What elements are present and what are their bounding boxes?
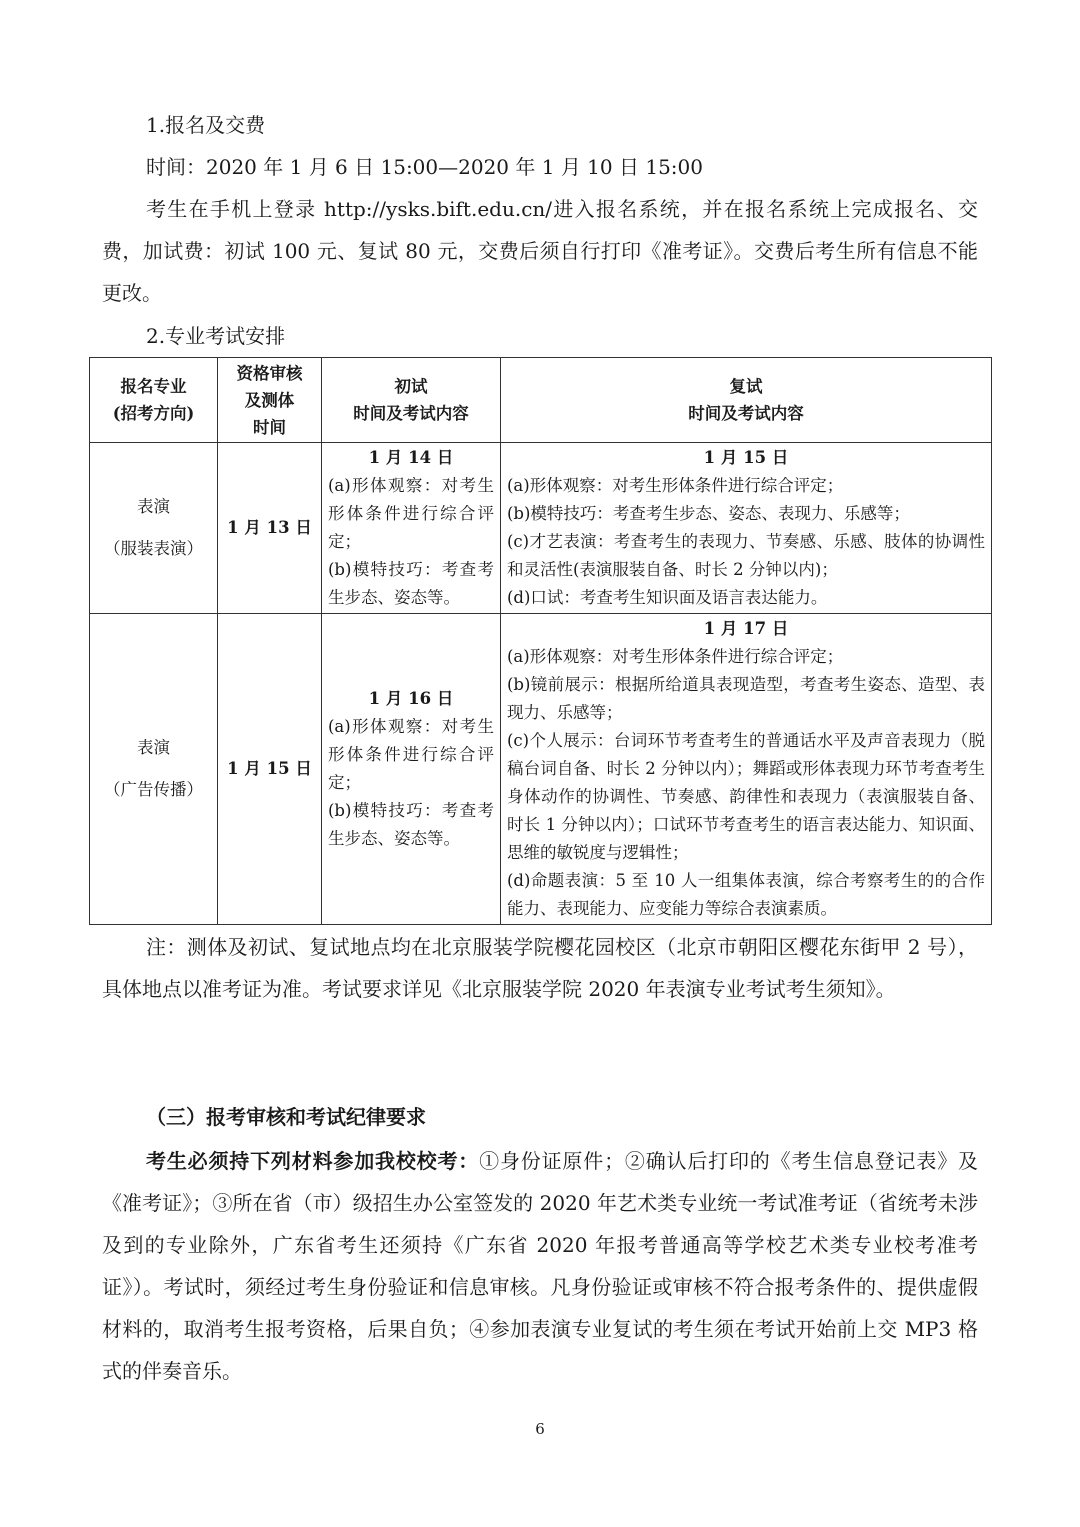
registration-body: 考生在手机上登录 http://ysks.bift.edu.cn/进入报名系统，并在报名系统上完成报名、交费，加试费：初试 100 元、复试 80 元，交费后须自行打印《准考证》。交费后考生所有信息不能更改。 xyxy=(102,197,978,305)
header-final-line2: 时间及考试内容 xyxy=(688,404,804,423)
row1-final-item-a: (a)形体观察：对考生形体条件进行综合评定； xyxy=(507,476,844,495)
header-major-line1: 报名专业 xyxy=(120,377,187,396)
exam-schedule-table xyxy=(89,357,992,925)
row2-final-item-d: (d)命题表演：5 至 10 人一组集体表演，综合考察考生的的合作能力、表现能力、应变能力等综合表演素质。 xyxy=(507,871,985,918)
header-review-time xyxy=(218,358,322,443)
row2-review-date: 1 月 15 日 xyxy=(218,614,322,925)
row1-major xyxy=(90,443,218,614)
required-materials-body: ①身份证原件；②确认后打印的《考生信息登记表》及《准考证》；③所在省（市）级招生办公室签发的 2020 年艺术类专业统一考试准考证（省统考未涉及到的专业除外，广东省考生还须持《广东省 2020 年报考普通高等学校艺术类专业校考准考证》）。考试时，须经过考生身份验证和信息审核。凡身份验证或审核不符合报考条件的、提供虚假材料的，取消考生报考资格，后果自负；④参加表演专业复试的考生须在考试开始前上交 MP3 格式的伴奏音乐。 xyxy=(102,1149,979,1383)
row1-prelim-item-a: (a)形体观察：对考生形体条件进行综合评定； xyxy=(328,476,494,551)
row2-final-item-b: (b)镜前展示：根据所给道具表现造型，考查考生姿态、造型、表现力、乐感等； xyxy=(507,675,985,722)
row1-major-line1: 表演 xyxy=(137,497,170,516)
table-header-row xyxy=(90,358,992,443)
row2-major-line1: 表演 xyxy=(137,738,170,757)
row2-major xyxy=(90,614,218,925)
row1-major-line2: （服装表演） xyxy=(104,539,203,558)
header-final-line1: 复试 xyxy=(729,377,763,396)
registration-time: 时间：2020 年 1 月 6 日 15:00—2020 年 1 月 10 日 15:00 xyxy=(146,155,703,179)
row1-final-item-d: (d)口试：考查考生知识面及语言表达能力。 xyxy=(507,588,828,607)
page-number: 6 xyxy=(535,1420,545,1438)
header-major-line2: (招考方向) xyxy=(112,404,195,423)
row2-prelim-item-b: (b)模特技巧：考查考生步态、姿态等。 xyxy=(328,801,494,848)
section-heading-review-discipline: （三）报考审核和考试纪律要求 xyxy=(146,1105,426,1129)
exam-location-note: 注：测体及初试、复试地点均在北京服装学院樱花园校区（北京市朝阳区樱花东街甲 2 号），具体地点以准考证为准。考试要求详见《北京服装学院 2020 年表演专业考试考生须知》。 xyxy=(102,935,978,1001)
row1-final-item-b: (b)模特技巧：考查考生步态、姿态、表现力、乐感等； xyxy=(507,504,910,523)
header-review-line2: 及测体 xyxy=(244,390,295,410)
row1-prelim-date: 1 月 14 日 xyxy=(368,448,454,467)
row1-review-date: 1 月 13 日 xyxy=(218,443,322,614)
row1-final-date: 1 月 15 日 xyxy=(703,448,789,467)
header-review-line3: 时间 xyxy=(253,417,286,437)
header-prelim-line2: 时间及考试内容 xyxy=(353,404,469,423)
row1-final xyxy=(501,443,992,614)
row1-prelim xyxy=(322,443,501,614)
table-row xyxy=(90,614,992,925)
section-heading-registration: 1.报名及交费 xyxy=(146,113,266,137)
row2-prelim-date: 1 月 16 日 xyxy=(368,689,454,708)
row2-major-line2: （广告传播） xyxy=(104,780,203,799)
row2-prelim xyxy=(322,614,501,925)
row2-final xyxy=(501,614,992,925)
section-heading-exam-schedule: 2.专业考试安排 xyxy=(146,324,286,348)
row2-prelim-item-a: (a)形体观察：对考生形体条件进行综合评定； xyxy=(328,717,494,792)
row1-prelim-item-b: (b)模特技巧：考查考生步态、姿态等。 xyxy=(328,560,494,607)
row2-final-item-c: (c)个人展示：台词环节考查考生的普通话水平及声音表现力（脱稿台词自备、时长 2 分钟以内）；舞蹈或形体表现力环节考查考生身体动作的协调性、节奏感、韵律性和表现力（表演服装自备、时长 1 分钟以内）；口试环节考查考生的语言表达能力、知识面、思维的敏锐度与逻辑性； xyxy=(507,731,985,862)
header-prelim xyxy=(322,358,501,443)
row1-final-item-c: (c)才艺表演：考查考生的表现力、节奏感、乐感、肢体的协调性和灵活性(表演服装自备、时长 2 分钟以内)； xyxy=(507,532,985,579)
header-prelim-line1: 初试 xyxy=(394,377,428,396)
row2-final-date: 1 月 17 日 xyxy=(703,619,789,638)
row2-final-item-a: (a)形体观察：对考生形体条件进行综合评定； xyxy=(507,647,844,666)
required-materials-lead: 考生必须持下列材料参加我校校考： xyxy=(146,1149,480,1173)
header-review-line1: 资格审核 xyxy=(236,363,303,383)
required-materials-paragraph xyxy=(102,1140,978,1392)
table-row xyxy=(90,443,992,614)
header-major xyxy=(90,358,218,443)
header-final xyxy=(501,358,992,443)
